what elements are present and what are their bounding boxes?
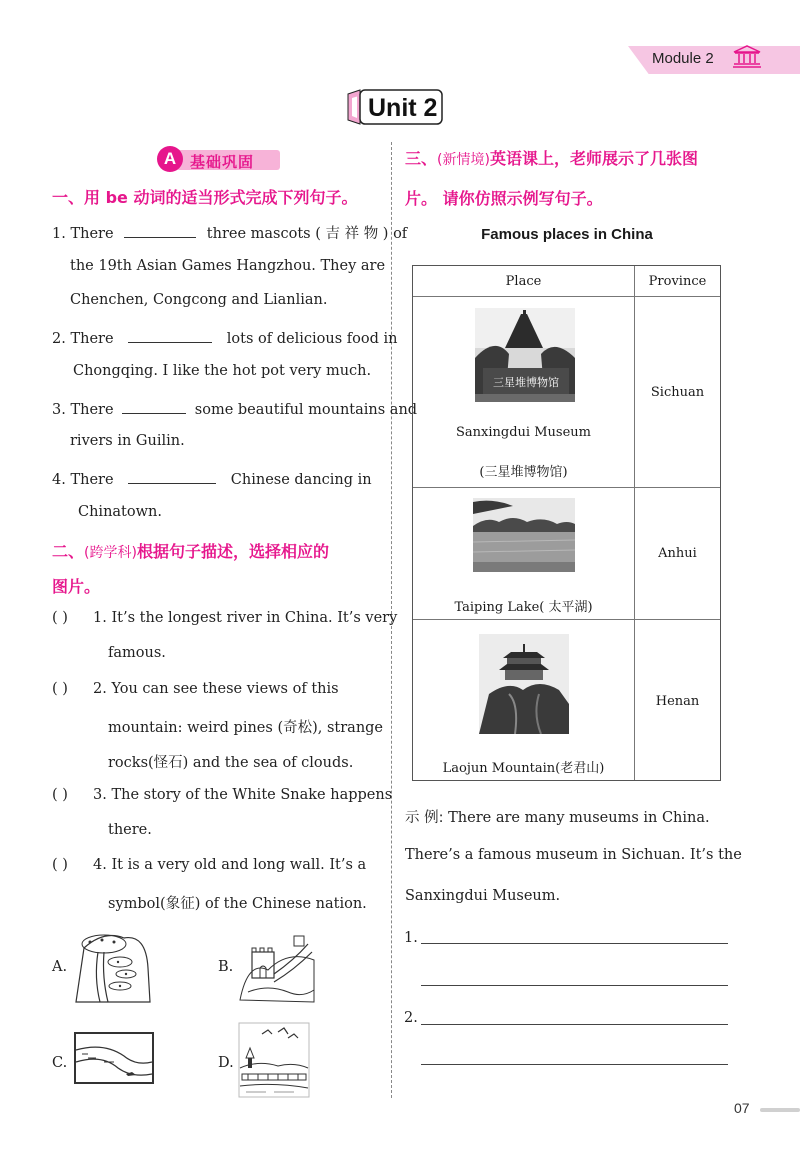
item-text: lots of delicious food in <box>226 331 398 347</box>
part2-item2-line3: rocks(怪石) and the sea of clouds. <box>108 755 354 771</box>
part2-item1-paren[interactable]: ( ) <box>52 610 68 626</box>
answer-2-number: 2. <box>404 1010 418 1026</box>
title-text: 三、 <box>405 149 438 168</box>
temple-icon <box>732 44 762 68</box>
answer-blank[interactable] <box>122 399 186 414</box>
page-number: 07 <box>734 1100 750 1116</box>
item-text: some beautiful mountains and <box>194 402 418 418</box>
part1-item3-line2: rivers in Guilin. <box>70 433 185 449</box>
part1-item1-line3: Chenchen, Congcong and Lianlian. <box>70 292 328 308</box>
part1-item4-line1 <box>52 469 372 488</box>
item-text: three mascots ( 吉 祥 物 ) of <box>206 226 408 242</box>
taiping-lake-photo <box>473 498 575 572</box>
title-text: 英语课上，老师展示了几张图 <box>489 149 698 168</box>
answer-2-line-a[interactable] <box>421 1024 728 1025</box>
place-caption-2: Taiping Lake( 太平湖) <box>454 600 593 615</box>
part2-item4-paren[interactable]: ( ) <box>52 857 68 873</box>
part2-item3-line1: 3. The story of the White Snake happens <box>93 787 393 803</box>
example-text: There are many museums in China. <box>448 810 710 826</box>
great-wall-illustration <box>238 930 316 1004</box>
part3-title-line2: 片。 请你仿照示例写句子。 <box>405 189 603 208</box>
province-2: Anhui <box>658 546 697 561</box>
example-line3: Sanxingdui Museum. <box>405 888 561 904</box>
part2-item1-line1: 1. It’s the longest river in China. It’s very <box>93 610 398 626</box>
option-a-label: A. <box>52 959 68 975</box>
part3-title <box>405 146 698 169</box>
page-bar <box>760 1108 800 1112</box>
part2-item3-line2: there. <box>108 822 152 838</box>
unit-title: Unit 2 <box>368 94 438 122</box>
place-caption-1: Sanxingdui Museum <box>456 425 591 440</box>
title-note: (新情境) <box>437 152 490 168</box>
answer-2-line-b[interactable] <box>421 1064 728 1065</box>
part2-title-line2: 图片。 <box>52 577 101 596</box>
part1-title: 一、用 be 动词的适当形式完成下列句子。 <box>52 188 358 207</box>
title-note: (跨学科) <box>84 545 137 561</box>
part1-item4-line2: Chinatown. <box>78 504 162 520</box>
answer-1-line-a[interactable] <box>421 943 728 944</box>
province-1: Sichuan <box>650 385 705 400</box>
part1-item3-line1 <box>52 399 417 418</box>
laojun-mountain-photo <box>479 634 569 734</box>
section-a-badge: A <box>157 146 183 172</box>
river-illustration <box>74 1032 154 1084</box>
table-row-divider <box>413 487 720 488</box>
table-row-divider <box>413 296 720 297</box>
item-text: 3. There <box>52 402 114 418</box>
example-line1 <box>405 806 728 827</box>
header-place: Place <box>505 274 542 289</box>
module-label: Module 2 <box>652 50 714 67</box>
sanxingdui-museum-photo <box>475 308 575 402</box>
part2-item2-paren[interactable]: ( ) <box>52 681 68 697</box>
part2-item4-line2: symbol(象征) of the Chinese nation. <box>108 896 367 912</box>
place-caption-3: Laojun Mountain(老君山) <box>442 761 605 776</box>
province-3: Henan <box>655 694 700 709</box>
title-text: 二、 <box>52 542 85 561</box>
part2-item2-line1: 2. You can see these views of this <box>93 681 339 697</box>
table-row-divider <box>413 619 720 620</box>
option-d-label: D. <box>218 1055 234 1071</box>
table-title: Famous places in China <box>481 226 653 243</box>
answer-blank[interactable] <box>124 223 196 238</box>
header-province: Province <box>648 274 707 289</box>
west-lake-illustration <box>238 1022 310 1098</box>
part2-item4-line1: 4. It is a very old and long wall. It’s a <box>93 857 367 873</box>
part2-title <box>52 539 329 562</box>
part2-item3-paren[interactable]: ( ) <box>52 787 68 803</box>
part1-item2-line1 <box>52 328 397 347</box>
item-text: 4. There <box>52 472 114 488</box>
museum-sign-text: 三星堆博物馆 <box>493 376 559 389</box>
section-a-title: 基础巩固 <box>190 153 255 171</box>
part1-item1-line2: the 19th Asian Games Hangzhou. They are <box>70 258 386 274</box>
answer-blank[interactable] <box>128 469 216 484</box>
item-text: Chinese dancing in <box>230 472 372 488</box>
answer-blank[interactable] <box>128 328 212 343</box>
mountain-pine-illustration <box>74 928 152 1004</box>
part1-item1-line1 <box>52 222 407 243</box>
answer-1-number: 1. <box>404 930 418 946</box>
option-c-label: C. <box>52 1055 68 1071</box>
option-b-label: B. <box>218 959 234 975</box>
example-label: 示 例: <box>405 810 444 826</box>
place-caption-1b: (三星堆博物馆) <box>479 465 568 480</box>
part2-item1-line2: famous. <box>108 645 166 661</box>
answer-1-line-b[interactable] <box>421 985 728 986</box>
title-text: 根据句子描述，选择相应的 <box>136 542 329 561</box>
example-line2: There’s a famous museum in Sichuan. It’s the <box>405 847 742 863</box>
part2-item2-line2: mountain: weird pines (奇松), strange <box>108 720 384 736</box>
item-text: 1. There <box>52 226 114 242</box>
part1-item2-line2: Chongqing. I like the hot pot very much. <box>73 363 372 379</box>
places-table <box>412 265 721 781</box>
item-text: 2. There <box>52 331 114 347</box>
